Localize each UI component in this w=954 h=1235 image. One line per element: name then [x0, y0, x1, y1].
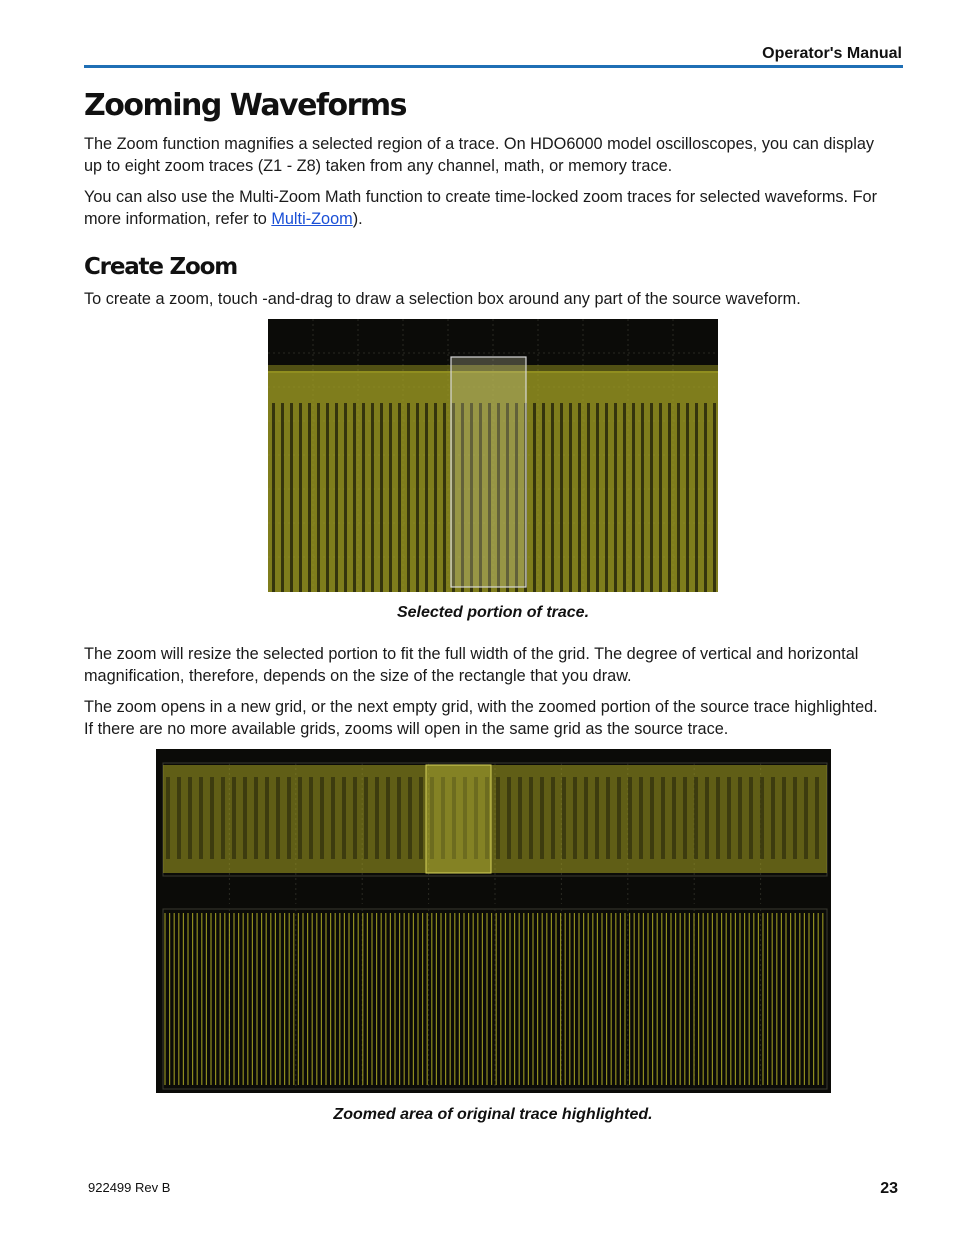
document-number: 922499 Rev B	[88, 1180, 171, 1195]
instruction-paragraph: To create a zoom, touch -and-drag to draw a selection box around any part of the source waveform.	[84, 290, 801, 308]
figure-2-caption: Zoomed area of original trace highlighted.	[333, 1106, 653, 1123]
multi-zoom-link[interactable]: Multi-Zoom	[271, 210, 353, 228]
header-rule	[84, 65, 903, 68]
intro-paragraph-2-text: You can also use the Multi-Zoom Math function to create time-locked zoom traces for selected waveforms. For more information, refer to	[84, 188, 878, 228]
page-title: Zooming Waveforms	[84, 88, 407, 123]
selected-trace-figure	[268, 319, 718, 592]
zoom-highlight	[426, 765, 491, 873]
resize-paragraph: The zoom will resize the selected portion to fit the full width of the grid. The degree of vertical and horizontal magnification, therefore, depends on the size of the rectangle that you draw.	[84, 645, 859, 685]
page-number: 23	[880, 1180, 898, 1197]
grid-paragraph: The zoom opens in a new grid, or the next empty grid, with the zoomed portion of the source trace highlighted. If there are no more available grids, zooms will open in the same grid as the source trace.	[84, 698, 878, 738]
selection-box[interactable]	[451, 357, 526, 587]
intro-paragraph-1: The Zoom function magnifies a selected region of a trace. On HDO6000 model oscilloscopes, you can display up to eight zoom traces (Z1 - Z8) taken from any channel, math, or memory trace.	[84, 135, 875, 175]
zoomed-trace-figure	[156, 749, 831, 1093]
intro-paragraph-2-end: ).	[352, 210, 363, 228]
intro-paragraph-2	[84, 186, 884, 230]
header-title: Operator's Manual	[762, 45, 902, 62]
figure-1-caption: Selected portion of trace.	[396, 604, 590, 621]
subsection-title: Create Zoom	[84, 254, 237, 280]
